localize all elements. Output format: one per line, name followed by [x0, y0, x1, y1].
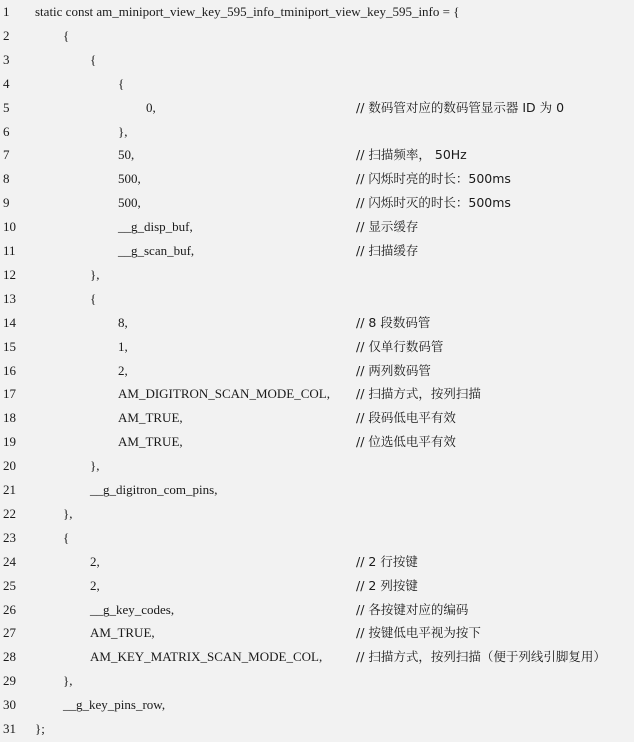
line-number: 20	[3, 458, 16, 474]
code-text: },	[118, 123, 128, 139]
line-number: 5	[3, 99, 10, 115]
code-text: static const am_miniport_view_key_595_info_tminiport_view_key_595_info = {	[35, 4, 460, 19]
code-text: __g_scan_buf,	[118, 243, 195, 258]
line-number: 12	[3, 266, 16, 282]
line-number: 7	[3, 147, 10, 163]
code-line	[0, 0, 634, 24]
code-line	[0, 239, 634, 263]
code-line	[0, 550, 634, 574]
code-text: 50,	[118, 147, 135, 163]
line-number: 19	[3, 434, 16, 450]
code-comment: // 数码管对应的数码管显示器 ID 为 0	[356, 99, 565, 115]
code-text: 2,	[90, 577, 100, 593]
line-number: 2	[3, 27, 10, 43]
code-comment: // 扫描方式，按列扫描（便于列线引脚复用）	[356, 649, 606, 665]
code-line	[0, 574, 634, 598]
code-line	[0, 598, 634, 622]
code-line	[0, 191, 634, 215]
code-text: },	[90, 266, 100, 282]
code-text: 2,	[118, 362, 128, 378]
code-line	[0, 669, 634, 693]
line-number: 13	[3, 290, 16, 306]
code-line	[0, 215, 634, 239]
code-text: },	[90, 458, 100, 474]
code-comment: // 闪烁时灭的时长：500ms	[356, 195, 511, 211]
line-number: 17	[3, 386, 16, 402]
code-comment: // 两列数码管	[356, 362, 431, 378]
code-text: __g_key_codes,	[90, 601, 175, 617]
code-line	[0, 72, 634, 96]
line-number: 14	[3, 314, 16, 330]
code-text: __g_key_pins_row,	[63, 697, 166, 713]
code-line	[0, 96, 634, 120]
line-number: 3	[3, 51, 10, 67]
code-text: __g_disp_buf,	[118, 219, 193, 235]
code-text: {	[63, 27, 70, 43]
code-text: AM_TRUE,	[118, 410, 183, 426]
code-comment: // 扫描缓存	[356, 243, 419, 258]
code-line	[0, 287, 634, 311]
code-line	[0, 621, 634, 645]
code-comment: // 8 段数码管	[356, 314, 431, 330]
code-line	[0, 359, 634, 383]
code-text: 500,	[118, 195, 141, 211]
code-text: },	[63, 673, 73, 689]
code-text: 0,	[146, 99, 156, 115]
code-text: 1,	[118, 338, 128, 354]
line-number: 23	[3, 529, 16, 545]
line-number: 15	[3, 338, 16, 354]
code-comment: // 位选低电平有效	[356, 434, 456, 450]
code-text: {	[63, 529, 70, 545]
code-text: {	[118, 75, 125, 91]
line-number: 24	[3, 553, 16, 569]
line-number: 9	[3, 195, 10, 211]
code-text: 2,	[90, 553, 100, 569]
code-text: __g_digitron_com_pins,	[90, 482, 218, 497]
code-line	[0, 406, 634, 430]
code-text: 8,	[118, 314, 128, 330]
code-comment: // 段码低电平有效	[356, 410, 456, 426]
line-number: 29	[3, 673, 16, 689]
code-line	[0, 478, 634, 502]
line-number: 26	[3, 601, 16, 617]
line-number: 27	[3, 625, 16, 641]
code-text: AM_DIGITRON_SCAN_MODE_COL,	[118, 386, 330, 402]
line-number: 28	[3, 649, 16, 665]
line-number: 21	[3, 482, 16, 497]
line-number: 31	[3, 721, 16, 736]
code-line	[0, 430, 634, 454]
code-comment: // 2 列按键	[356, 577, 418, 593]
line-number: 8	[3, 171, 10, 187]
code-line	[0, 645, 634, 669]
code-line	[0, 502, 634, 526]
code-line	[0, 120, 634, 144]
line-number: 4	[3, 75, 10, 91]
line-number: 30	[3, 697, 16, 713]
code-text: AM_TRUE,	[118, 434, 183, 450]
code-comment: // 按键低电平视为按下	[356, 625, 481, 641]
code-comment: // 闪烁时亮的时长：500ms	[356, 171, 511, 187]
code-text: {	[90, 51, 97, 67]
code-line	[0, 167, 634, 191]
line-number: 10	[3, 219, 16, 235]
code-line	[0, 526, 634, 550]
code-line	[0, 382, 634, 406]
code-text: },	[63, 505, 73, 521]
code-line	[0, 143, 634, 167]
line-number: 6	[3, 123, 10, 139]
code-comment: // 扫描频率， 50Hz	[356, 147, 467, 163]
line-number: 18	[3, 410, 16, 426]
code-text: };	[35, 721, 45, 736]
line-number: 16	[3, 362, 16, 378]
code-comment: // 2 行按键	[356, 553, 418, 569]
code-line	[0, 263, 634, 287]
code-line	[0, 24, 634, 48]
code-line	[0, 693, 634, 717]
code-comment: // 各按键对应的编码	[356, 601, 469, 617]
code-text: AM_TRUE,	[90, 625, 155, 641]
line-number: 1	[3, 4, 10, 19]
code-comment: // 显示缓存	[356, 219, 419, 235]
code-text: 500,	[118, 171, 141, 187]
code-line	[0, 717, 634, 741]
code-comment: // 仅单行数码管	[356, 338, 444, 354]
line-number: 22	[3, 505, 16, 521]
code-text: {	[90, 290, 97, 306]
code-line	[0, 48, 634, 72]
code-text: AM_KEY_MATRIX_SCAN_MODE_COL,	[90, 649, 323, 665]
code-comment: // 扫描方式，按列扫描	[356, 386, 481, 402]
code-line	[0, 311, 634, 335]
line-number: 25	[3, 577, 16, 593]
line-number: 11	[3, 243, 16, 258]
code-line	[0, 454, 634, 478]
code-line	[0, 335, 634, 359]
